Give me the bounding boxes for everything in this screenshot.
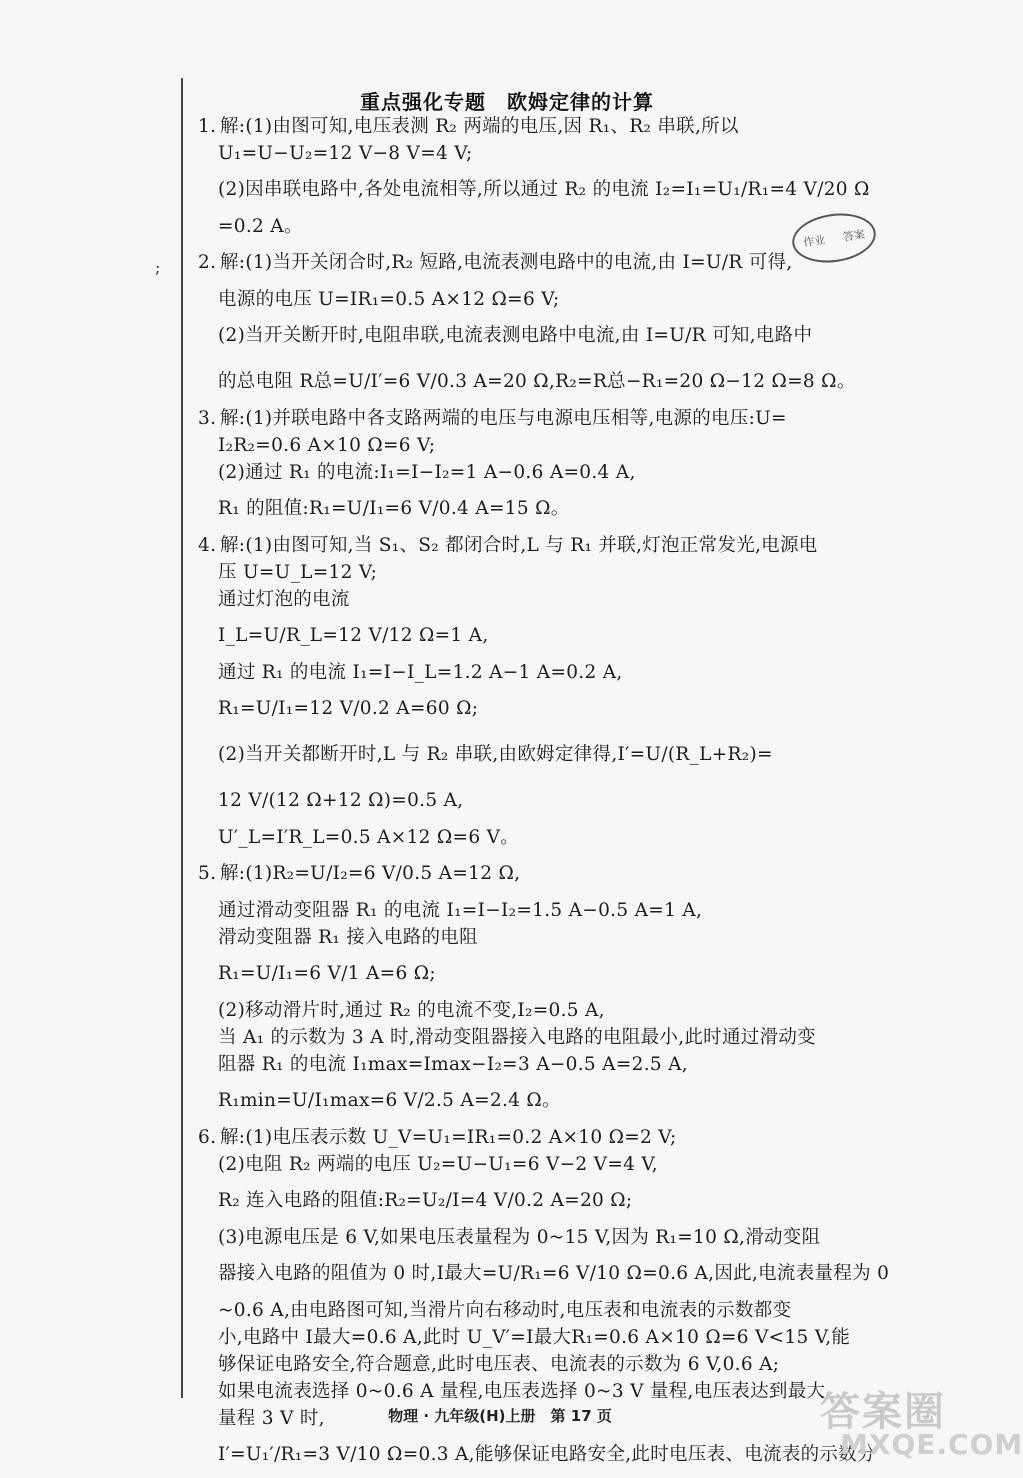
solution-line bbox=[198, 432, 828, 459]
line-text: 的总电阻 R总=U/I′=6 V/0.3 A=20 Ω,R₂=R总−R₁=20 Ω−12 Ω=8 Ω。 bbox=[218, 371, 856, 392]
line-text: 通过 R₁ 的电流 I₁=I−I_L=1.2 A−1 A=0.2 A, bbox=[218, 662, 623, 683]
line-text: I_L=U/R_L=12 V/12 Ω=1 A, bbox=[218, 625, 489, 646]
stamp-right: 答案 bbox=[842, 227, 866, 244]
solution-line bbox=[198, 778, 828, 824]
line-text: 通过滑动变阻器 R₁ 的电流 I₁=I−I₂=1.5 A−0.5 A=1 A, bbox=[218, 900, 703, 921]
stamp-left: 作业 bbox=[802, 233, 827, 250]
line-text: (2)当开关断开时,电阻串联,电流表测电路中电流,由 I=U/R 可知,电路中 bbox=[218, 325, 813, 346]
line-text: 解:(1)由图可知,电压表测 R₂ 两端的电压,因 R₁、R₂ 串联,所以 bbox=[220, 116, 739, 137]
stray-mark: ; bbox=[155, 258, 161, 277]
line-text: (2)移动滑片时,通过 R₂ 的电流不变,I₂=0.5 A, bbox=[218, 1000, 605, 1021]
line-text: 小,电路中 I最大=0.6 A,此时 U_V′=I最大R₁=0.6 A×10 Ω=6 V<15 V,能 bbox=[218, 1327, 851, 1348]
problem-number: 6. bbox=[198, 1127, 217, 1148]
line-text: 量程 3 V 时, bbox=[218, 1408, 325, 1429]
solution-line bbox=[198, 359, 856, 405]
line-text: R₁min=U/I₁max=6 V/2.5 A=2.4 Ω。 bbox=[218, 1090, 561, 1111]
solution-line bbox=[198, 1432, 876, 1478]
solution-line bbox=[198, 1224, 828, 1251]
solution-line bbox=[198, 586, 828, 613]
solution-line bbox=[198, 213, 828, 240]
line-text: (3)电源电压是 6 V,如果电压表量程为 0~15 V,因为 R₁=10 Ω,滑动变阻 bbox=[218, 1227, 821, 1248]
line-text: 解:(1)电压表示数 U_V=U₁=IR₁=0.2 A×10 Ω=2 V; bbox=[220, 1127, 677, 1148]
line-text: 12 V/(12 Ω+12 Ω)=0.5 A, bbox=[218, 790, 464, 811]
line-text: U′_L=I′R_L=0.5 A×12 Ω=6 V。 bbox=[218, 827, 520, 848]
solution-line bbox=[198, 732, 828, 778]
solution-line bbox=[198, 167, 870, 213]
solution-line bbox=[198, 659, 828, 686]
solution-line bbox=[198, 1078, 828, 1124]
line-text: 阻器 R₁ 的电流 I₁max=Imax−I₂=3 A−0.5 A=2.5 A, bbox=[218, 1054, 688, 1075]
solution-line bbox=[198, 532, 828, 559]
solution-line bbox=[198, 1051, 828, 1078]
solution-line bbox=[198, 1324, 851, 1351]
problem-number: 4. bbox=[198, 535, 217, 556]
line-text: I₂R₂=0.6 A×10 Ω=6 V; bbox=[218, 435, 436, 456]
solution-line bbox=[198, 686, 828, 732]
solution-line bbox=[198, 951, 828, 997]
line-text: 解:(1)并联电路中各支路两端的电压与电源电压相等,电源的电压:U= bbox=[220, 408, 787, 429]
problem-number: 5. bbox=[198, 863, 217, 884]
line-text: 解:(1)R₂=U/I₂=6 V/0.5 A=12 Ω, bbox=[220, 863, 521, 884]
watermark-logo: 答案圈 bbox=[820, 1389, 946, 1435]
solution-line bbox=[198, 313, 828, 359]
line-text: R₁=U/I₁=6 V/1 A=6 Ω; bbox=[218, 963, 436, 984]
line-text: I′=U₁′/R₁=3 V/10 Ω=0.3 A,能够保证电路安全,此时电压表、电流表的示数分 bbox=[218, 1444, 876, 1465]
solution-line bbox=[198, 1124, 828, 1151]
line-text: U₁=U−U₂=12 V−8 V=4 V; bbox=[218, 143, 473, 164]
line-text: (2)因串联电路中,各处电流相等,所以通过 R₂ 的电流 I₂=I₁=U₁/R₁=4 V/20 Ω bbox=[218, 179, 870, 200]
line-text: 电源的电压 U=IR₁=0.5 A×12 Ω=6 V; bbox=[218, 289, 560, 310]
problem-number: 1. bbox=[198, 116, 217, 137]
solution-line bbox=[198, 613, 828, 659]
line-text: (2)电阻 R₂ 两端的电压 U₂=U−U₁=6 V−2 V=4 V, bbox=[218, 1154, 658, 1175]
solution-line bbox=[198, 924, 828, 951]
solution-line bbox=[198, 140, 828, 167]
line-text: 通过灯泡的电流 bbox=[218, 589, 350, 610]
solution-line bbox=[198, 240, 828, 286]
solution-line bbox=[198, 113, 828, 140]
watermark-url: MXQE.COM bbox=[840, 1428, 1023, 1461]
line-text: 如果电流表选择 0~0.6 A 量程,电压表选择 0~3 V 量程,电压表达到最大 bbox=[218, 1381, 826, 1402]
line-text: 滑动变阻器 R₁ 接入电路的电阻 bbox=[218, 927, 478, 948]
line-text: (2)通过 R₁ 的电流:I₁=I−I₂=1 A−0.6 A=0.4 A, bbox=[218, 462, 636, 483]
solution-line bbox=[198, 405, 828, 432]
solution-line bbox=[198, 1251, 890, 1297]
solution-line bbox=[198, 1178, 828, 1224]
page-footer: 物理 · 九年级(H)上册 第 17 页 bbox=[388, 1407, 612, 1425]
line-text: R₁=U/I₁=12 V/0.2 A=60 Ω; bbox=[218, 698, 479, 719]
solution-line bbox=[198, 486, 828, 532]
line-text: R₁ 的阻值:R₁=U/I₁=6 V/0.4 A=15 Ω。 bbox=[218, 498, 570, 519]
solution-line bbox=[198, 997, 828, 1024]
line-text: 解:(1)由图可知,当 S₁、S₂ 都闭合时,L 与 R₁ 并联,灯泡正常发光,电源电 bbox=[220, 535, 818, 556]
line-text: =0.2 A。 bbox=[218, 216, 303, 237]
solution-line bbox=[198, 897, 828, 924]
solution-line bbox=[198, 1351, 828, 1378]
solution-line bbox=[198, 1024, 828, 1051]
line-text: ~0.6 A,由电路图可知,当滑片向右移动时,电压表和电流表的示数都变 bbox=[218, 1300, 792, 1321]
solution-line bbox=[198, 286, 828, 313]
solution-line bbox=[198, 559, 828, 586]
line-text: 够保证电路安全,符合题意,此时电压表、电流表的示数为 6 V,0.6 A; bbox=[218, 1354, 780, 1375]
solution-line bbox=[198, 851, 828, 897]
problem-number: 3. bbox=[198, 408, 217, 429]
solution-line bbox=[198, 459, 828, 486]
line-text: R₂ 连入电路的阻值:R₂=U₂/I=4 V/0.2 A=20 Ω; bbox=[218, 1190, 633, 1211]
solution-line bbox=[198, 824, 828, 851]
problem-number: 2. bbox=[198, 252, 217, 273]
line-text: 器接入电路的阻值为 0 时,I最大=U/R₁=6 V/10 Ω=0.6 A,因此,电流表量程为 0 bbox=[218, 1263, 890, 1284]
line-text: 当 A₁ 的示数为 3 A 时,滑动变阻器接入电路的电阻最小,此时通过滑动变 bbox=[218, 1027, 816, 1048]
solution-line bbox=[198, 1378, 828, 1405]
solution-line bbox=[198, 1297, 828, 1324]
line-text: (2)当开关都断开时,L 与 R₂ 串联,由欧姆定律得,I′=U/(R_L+R₂)= bbox=[218, 744, 773, 765]
line-text: 解:(1)当开关闭合时,R₂ 短路,电流表测电路中的电流,由 I=U/R 可得, bbox=[220, 252, 793, 273]
margin-rule bbox=[181, 78, 183, 1398]
page-title: 重点强化专题 欧姆定律的计算 bbox=[360, 90, 654, 114]
line-text: 压 U=U_L=12 V; bbox=[218, 562, 378, 583]
solution-line bbox=[198, 1151, 828, 1178]
